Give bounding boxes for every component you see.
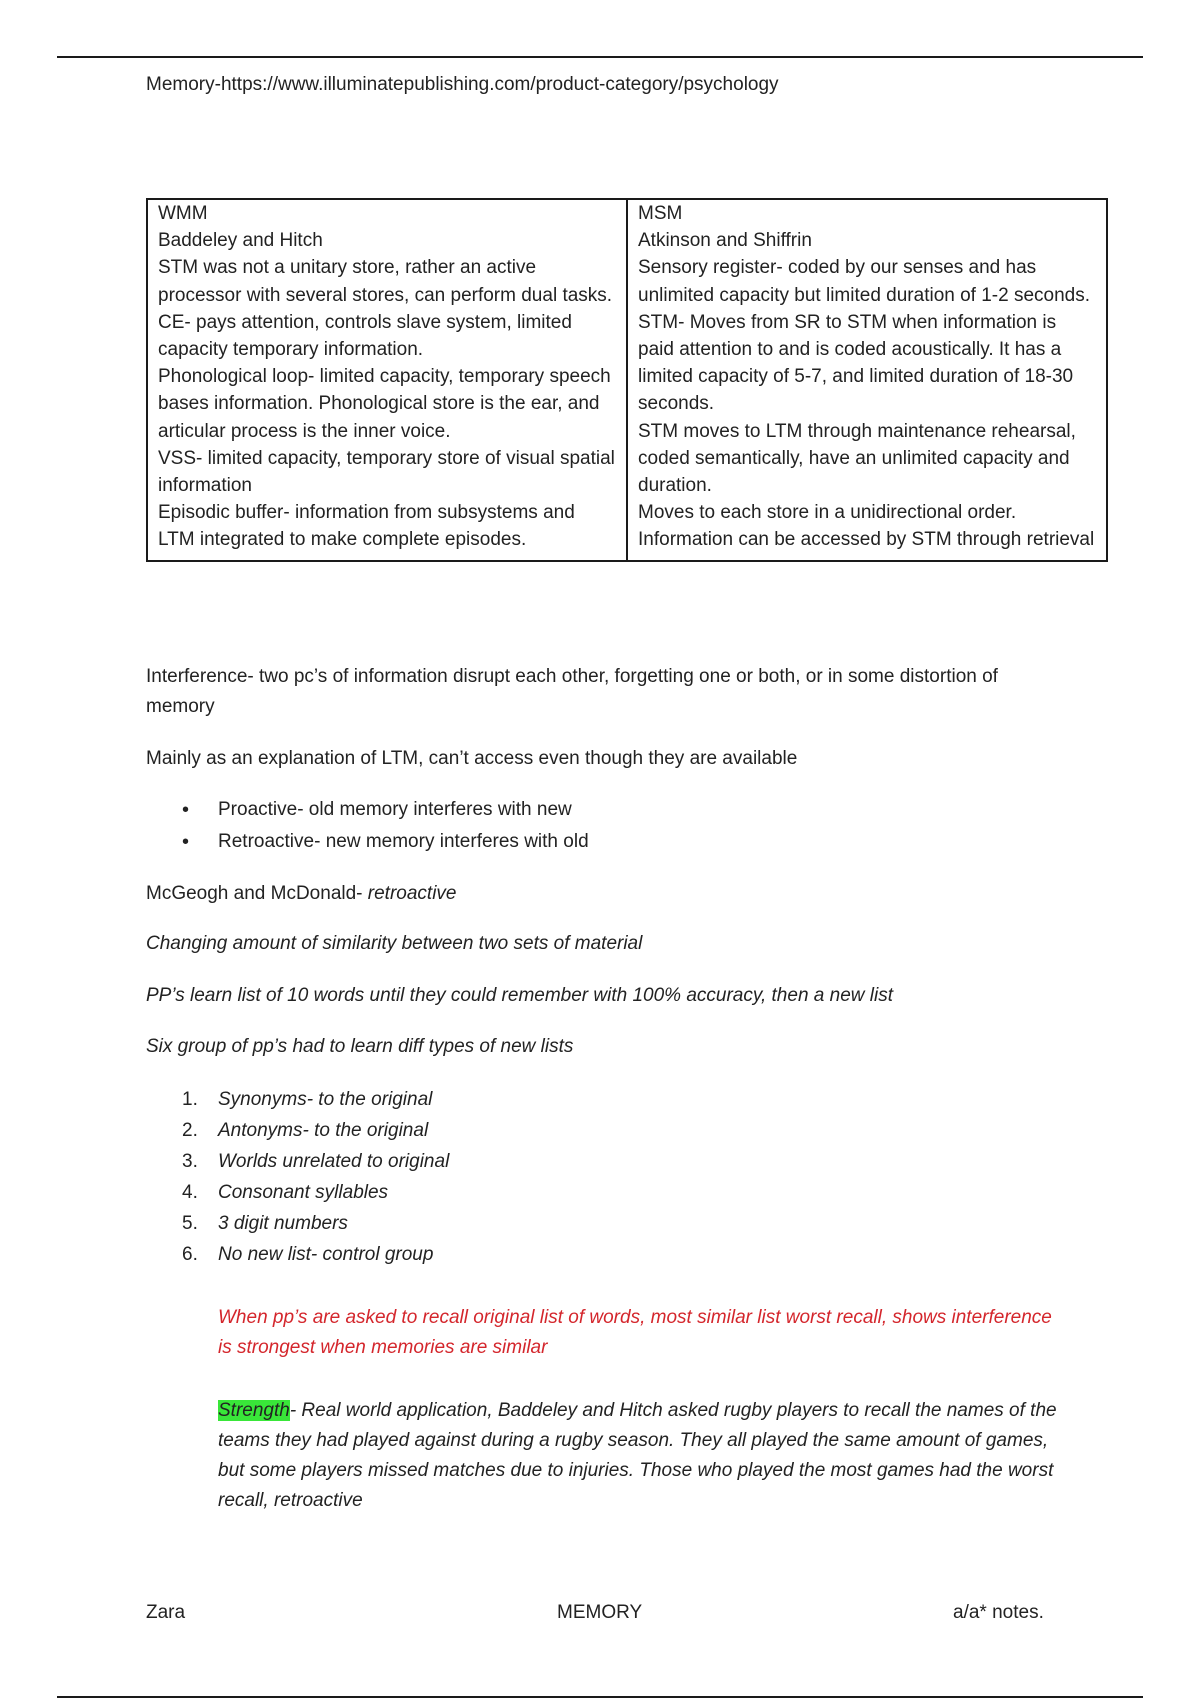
study-procedure-groups: Six group of pp’s had to learn diff types of new lists <box>146 1036 574 1057</box>
group-conditions-list <box>146 1084 449 1270</box>
list-item: • Retroactive- new memory interferes with old <box>146 826 589 858</box>
list-item <box>146 1208 449 1239</box>
table-line: Episodic buffer- information from subsystems and LTM integrated to make complete episodes. <box>158 502 575 551</box>
study-type: retroactive <box>367 883 457 904</box>
study-finding: When pp’s are asked to recall original list of words, most similar list worst recall, shows interference is strongest when memories are similar <box>218 1307 1052 1358</box>
ltm-explanation: Mainly as an explanation of LTM, can’t access even though they are available <box>146 748 798 769</box>
table-line: Atkinson and Shiffrin <box>638 230 812 252</box>
header-rule <box>57 56 1143 58</box>
list-number: 1. <box>182 1089 198 1110</box>
table-line: Phonological loop- limited capacity, temporary speech bases information. Phonological store is the ear, and articular process is the inner voice. <box>158 366 611 442</box>
study-procedure-similarity: Changing amount of similarity between two sets of material <box>146 933 643 954</box>
list-text: Antonyms- to the original <box>218 1120 429 1141</box>
comparison-table <box>146 198 1108 562</box>
list-number: 3. <box>182 1151 198 1172</box>
footer-author: Zara <box>146 1602 186 1623</box>
strength-text: - Real world application, Baddeley and Hitch asked rugby players to recall the names of the teams they had played against during a rugby season. They all played the same amount of games, but some players missed matches due to injuries. Those who played the most games had the worst recall, retroactive <box>218 1400 1057 1511</box>
study-name: McGeogh and McDonald- <box>146 883 368 904</box>
study-heading <box>146 879 456 909</box>
list-text: Worlds unrelated to original <box>218 1151 450 1172</box>
strength-highlight: Strength <box>218 1400 290 1421</box>
page-header: Memory-https://www.illuminatepublishing.com/product-category/psychology <box>146 74 779 95</box>
footer-notes: a/a* notes. <box>953 1602 1044 1623</box>
wmm-column <box>147 199 627 561</box>
list-text: No new list- control group <box>218 1244 434 1265</box>
list-item <box>146 1239 449 1270</box>
list-number: 4. <box>182 1182 198 1203</box>
footer-rule <box>57 1696 1143 1698</box>
study-procedure-lists: PP’s learn list of 10 words until they could remember with 100% accuracy, then a new list <box>146 985 893 1006</box>
strength-paragraph <box>218 1396 1068 1516</box>
table-line: CE- pays attention, controls slave system, limited capacity temporary information. <box>158 311 572 361</box>
footer-title: MEMORY <box>557 1602 643 1623</box>
table-line: VSS- limited capacity, temporary store of visual spatial information <box>158 447 615 497</box>
interference-definition: Interference- two pc’s of information disrupt each other, forgetting one or both, or in some distortion of memory <box>146 666 998 717</box>
list-item <box>146 1084 449 1115</box>
table-line: Information can be accessed by STM through retrieval <box>638 529 1095 551</box>
table-line: STM was not a unitary store, rather an active processor with several stores, can perform dual tasks. <box>158 257 613 306</box>
msm-column <box>627 199 1107 561</box>
table-line: Baddeley and Hitch <box>158 230 323 252</box>
list-text: 3 digit numbers <box>218 1213 348 1234</box>
list-number: 6. <box>182 1244 198 1265</box>
list-text: Synonyms- to the original <box>218 1089 433 1110</box>
column-title-wmm: WMM <box>158 203 208 224</box>
interference-types-list <box>146 794 589 858</box>
list-item: • Proactive- old memory interferes with new <box>146 794 589 826</box>
list-number: 2. <box>182 1120 198 1141</box>
list-item <box>146 1146 449 1177</box>
table-line: Sensory register- coded by our senses and has unlimited capacity but limited duration of 1-2 seconds. <box>638 257 1091 306</box>
list-text: Consonant syllables <box>218 1182 389 1203</box>
list-item <box>146 1177 449 1208</box>
list-item <box>146 1115 449 1146</box>
table-line: STM- Moves from SR to STM when information is paid attention to and is coded acoustically. It has a limited capacity of 5-7, and limited duration of 18-30 seconds. <box>638 311 1074 415</box>
column-title-msm: MSM <box>638 203 683 224</box>
list-number: 5. <box>182 1213 198 1234</box>
table-line: Moves to each store in a unidirectional order. <box>638 502 1017 524</box>
table-line: STM moves to LTM through maintenance rehearsal, coded semantically, have an unlimited capacity and duration. <box>638 420 1076 497</box>
